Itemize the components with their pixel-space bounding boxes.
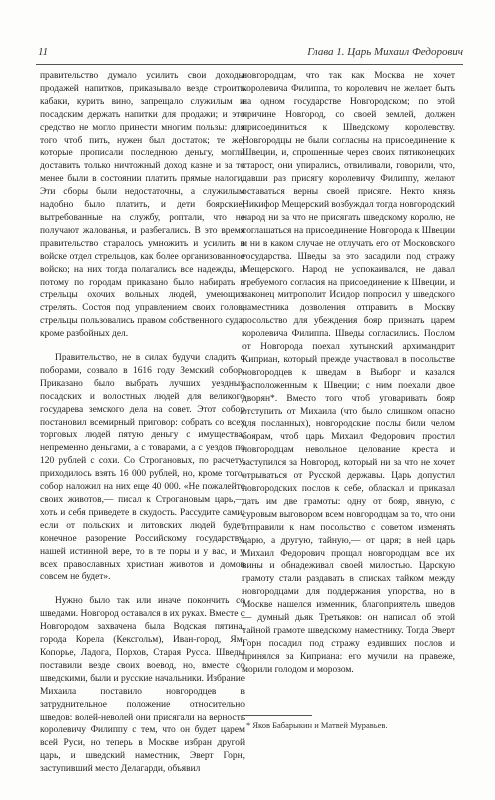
header-rule	[36, 64, 463, 65]
left-column	[40, 70, 245, 776]
footnote: * Яков Бабарыкин и Матвей Муравьев.	[246, 720, 388, 730]
right-column	[242, 70, 455, 677]
footnote-rule	[242, 715, 312, 716]
page-header	[36, 46, 463, 62]
paragraph: Нужно было так или иначе покончить со шведами. Новгород оставался в их руках. Вместе с Новгородом захвачена была Водская пятина, города Корела (Кексгольм), Иван-город, Ям, Копорье, Ладога, Порхов, Старая Русса. Шведы поставили везде своих воевод, но, вместе со шведскими, были и русские начальники. Избрание Михаила поставило новгородцев в затруднительное положение относительно шведов: волей-неволей они присягали на верность королевичу Филиппу с тем, что он будет царем всей Руси, но теперь в Москве избран другой царь, и шведский наместник, Эверт Горн, заступивший место Делагарди, объявил	[40, 596, 245, 775]
paragraph: правительство думало усилить свои доходы продажей напитков, приказывало везде строить кабаки, курить вино, запрещало служилым и посадским держать напитки для продажи; и это средство не могло принести многим пользы: для того чтоб пить, нужен был достаток; те же, которые прописали последнюю деньгу, могли доставить только ничтожный доход казне и за то менее были в состоянии платить прямые налоги. Эти сборы были недостаточны, а служилым надобно было платить, и дети боярские, вытребованные на службу, роптали, что не получают жалованья, и разбегались. В это время правительство старалось умножить и усилить в войске отдел стрельцов, как более организованное войско; на них тогда полагались все надежды, и потому по городам приказано было набирать в стрельцы охочих вольных людей, умеющих стрелять. Состоя под управлением своих голов, стрельцы пользовались правом собственного суда, кроме разбойных дел.	[40, 71, 245, 340]
page-number: 11	[38, 46, 49, 58]
paragraph: новгородцам, что так как Москва не хочет королевича Филиппа, то королевич не желает быть на одном государстве Новгородском; по этой причине Новгород, со своей землей, должен присоединиться к Шведскому королевству. Новгородцы не были согласны на присоединение к Швеции, и, спрошенные через своих пятиконецких старост, они упирались, отвиливали, говорили, что, давши раз присягу королевичу Филиппу, желают оставаться верны своей присяге. Некто князь Никифор Мещерский возбуждал тогда новгородский народ ни за что не присягать шведскому королю, не соглашаться на присоединение Новгорода к Швеции и ни в каком случае не отлучать его от Московского государства. Шведы за это засадили под стражу Мещерского. Народ не успокаивался, не давал требуемого согласия на присоединение к Швеции, и наконец митрополит Исидор попросил у шведского наместника дозволения отправить в Москву посольство для убеждения бояр признать царем королевича Филиппа. Шведы согласились. Послом от Новгорода поехал хутынский архимандрит Киприан, который прежде участвовал в посольстве новгородцев к шведам в Выборг и казался расположенным к Швеции; с ним поехали двое дворян*. Вместо того чтоб уговаривать бояр отступить от Михаила (что было слишком опасно для посланных), новгородские послы били челом боярам, чтоб царь Михаил Федорович простил новгородцам невольное целование креста и заступился за Новгород, который ни за что не хочет отрываться от Русской державы. Царь допустил новгородских послов к себе, обласкал и приказал дать им две грамоты: одну от бояр, явную, с суровым выговором всем новгородцам за то, что они отправили к нам посольство с советом изменять царю, а другую, тайную,— от царя; в ней царь Михаил Федорович прощал новгородцам все их вины и обнадеживал своей милостью. Царскую грамоту стали раздавать в списках тайком между новгородцами для поддержания упорства, но в Москве нашелся изменник, благоприятель шведов — думный дьяк Третьяков: он написал об этой тайной грамоте шведскому наместнику. Тогда Эверт Горн посадил под стражу ездивших послов и принялся за Киприана: его мучили на правеже, морили голодом и морозом.	[242, 71, 455, 675]
paragraph: Правительство, не в силах будучи сладить с поборами, созвало в 1616 году Земский собор. Приказано было выбрать лучших уездных посадских и волостных людей для великого государева земского дела на совет. Этот собор постановил всемирный приговор: собрать со всех торговых людей пятую деньгу с имущества, непременно деньгами, а с товарами, а с уездов по 120 рублей с сохи. Со Строгановых, по расчету, приходилось взять 16 000 рублей, но, кроме того, собор наложил на них еще 40 000. «Не пожалейте своих животов,— писал к Строгановым царь,— хоть и себя приведете в скудость. Рассудите сами: если от польских и литовских людей будет конечное разорение Российскому государству, нашей истинной вере, то в те поры и у вас, и у всех православных христиан животов и домов совсем не будет».	[40, 353, 245, 583]
running-title: Глава 1. Царь Михаил Федорович	[307, 46, 463, 58]
